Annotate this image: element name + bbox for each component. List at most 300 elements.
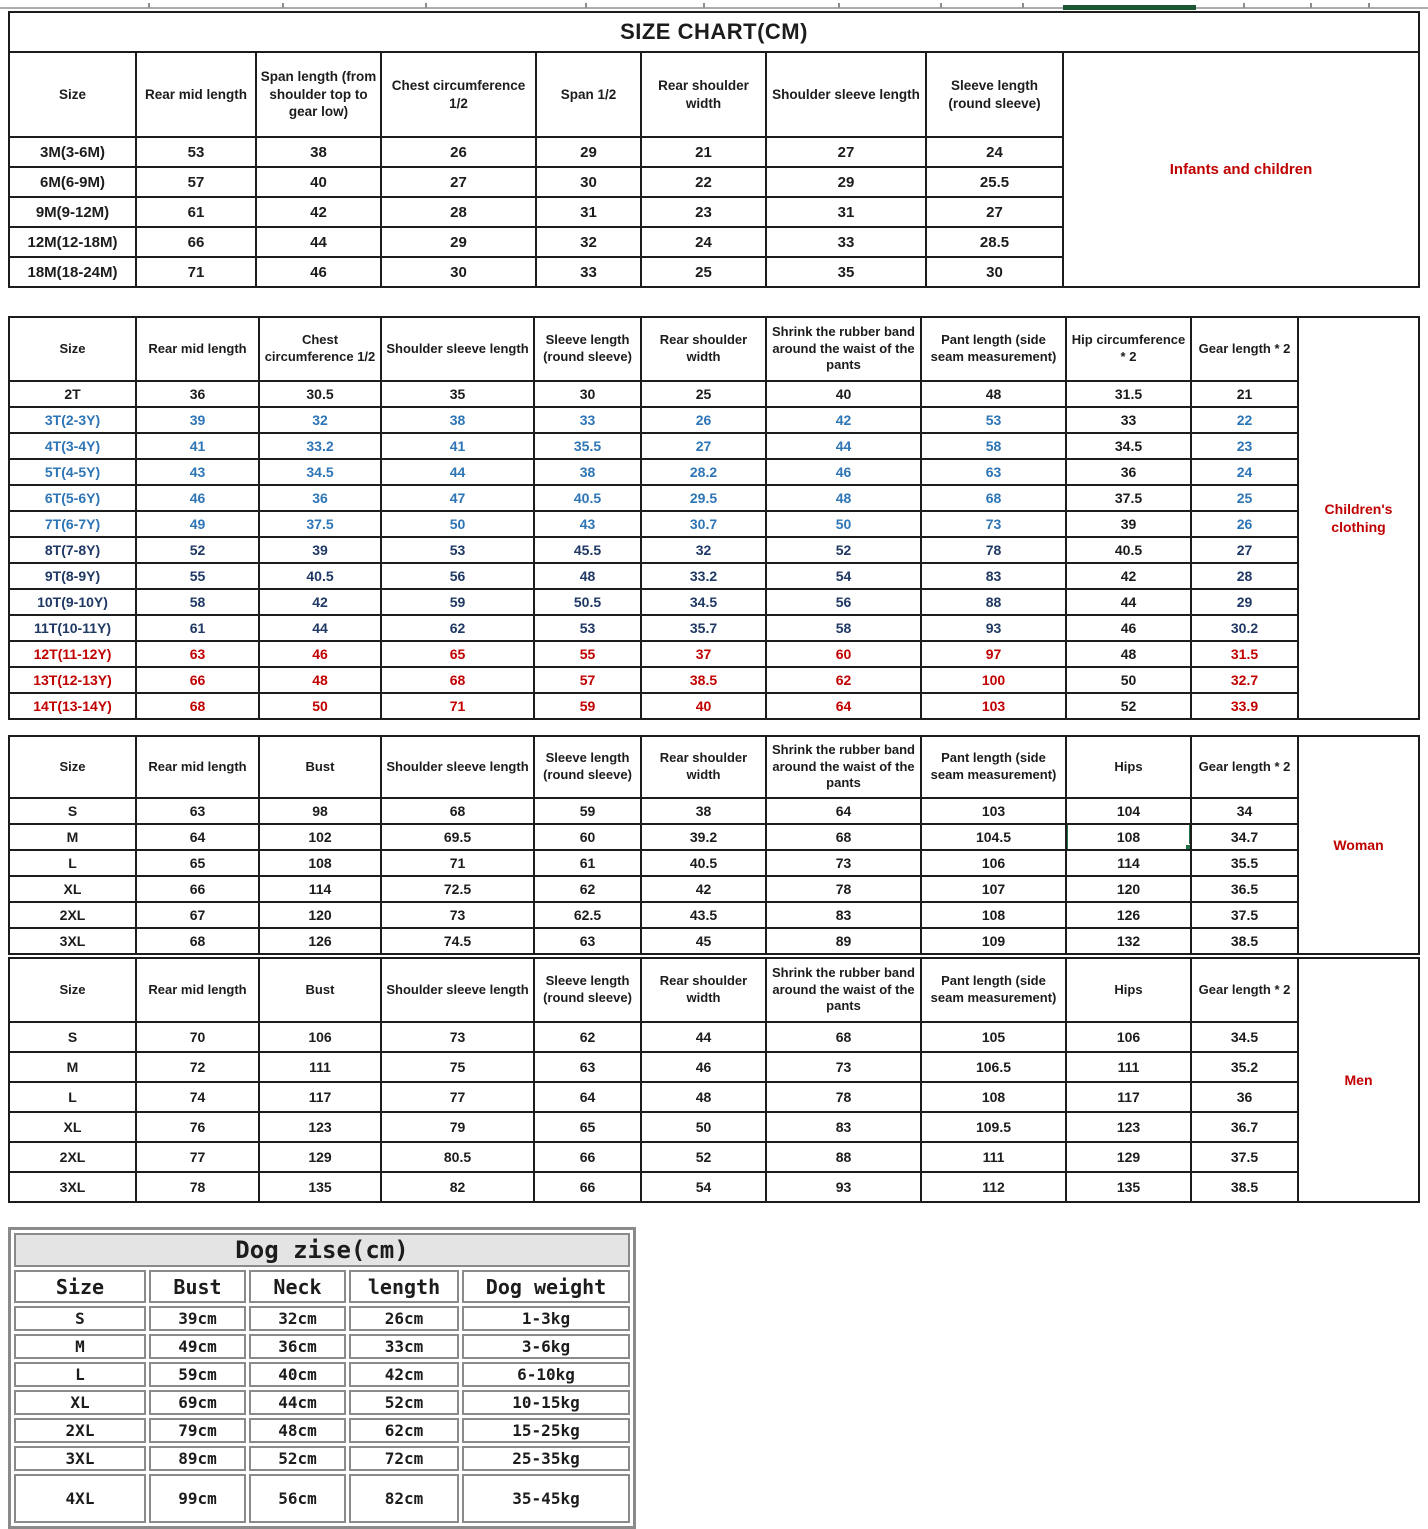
gridline-tick (1022, 3, 1024, 8)
value-cell: 29 (766, 167, 926, 197)
value-cell: 44 (641, 1022, 766, 1052)
value-cell: 31.5 (1066, 381, 1191, 407)
value-cell: 88 (766, 1142, 921, 1172)
value-cell: 48 (1066, 641, 1191, 667)
column-header: Gear length * 2 (1191, 736, 1298, 798)
value-cell: 30.5 (259, 381, 381, 407)
children-table (8, 316, 1420, 720)
value-cell: 65 (534, 1112, 641, 1142)
size-cell: 14T(13-14Y) (9, 693, 136, 719)
value-cell: 108 (921, 902, 1066, 928)
value-cell: 52 (766, 537, 921, 563)
size-cell: 5T(4-5Y) (9, 459, 136, 485)
value-cell: 93 (766, 1172, 921, 1202)
value-cell: 42 (256, 197, 381, 227)
value-cell: 26 (381, 137, 536, 167)
value-cell: 108 (921, 1082, 1066, 1112)
value-cell: 53 (921, 407, 1066, 433)
gridline-tick (703, 3, 705, 8)
size-cell: 9M(9-12M) (9, 197, 136, 227)
value-cell: 68 (136, 928, 259, 954)
value-cell: 106.5 (921, 1052, 1066, 1082)
value-cell: 48 (641, 1082, 766, 1112)
size-cell: 2XL (9, 1142, 136, 1172)
table-title: Dog zise(cm) (14, 1233, 630, 1267)
value-cell: 50.5 (534, 589, 641, 615)
value-cell: 82cm (349, 1474, 459, 1523)
value-cell: 108 (1066, 824, 1191, 850)
side-label: Woman (1298, 736, 1419, 954)
value-cell: 35 (381, 381, 534, 407)
value-cell: 79cm (149, 1418, 246, 1443)
infants-table (8, 11, 1420, 288)
value-cell: 104 (1066, 798, 1191, 824)
value-cell: 120 (259, 902, 381, 928)
table-row (9, 1022, 1419, 1052)
gridline-tick (585, 3, 587, 8)
value-cell: 70 (136, 1022, 259, 1052)
value-cell: 1-3kg (462, 1306, 630, 1331)
value-cell: 36 (1066, 459, 1191, 485)
column-header: Span length (from shoulder top to gear low) (256, 52, 381, 137)
value-cell: 59 (534, 798, 641, 824)
value-cell: 44cm (249, 1390, 346, 1415)
value-cell: 46 (256, 257, 381, 287)
value-cell: 27 (381, 167, 536, 197)
value-cell: 83 (766, 902, 921, 928)
gridline-tick (1310, 3, 1312, 8)
value-cell: 50 (641, 1112, 766, 1142)
value-cell: 73 (766, 1052, 921, 1082)
value-cell: 24 (641, 227, 766, 257)
value-cell: 48 (534, 563, 641, 589)
value-cell: 30.7 (641, 511, 766, 537)
table-row (9, 850, 1419, 876)
value-cell: 36 (136, 381, 259, 407)
value-cell: 40.5 (641, 850, 766, 876)
value-cell: 35.2 (1191, 1052, 1298, 1082)
value-cell: 38 (534, 459, 641, 485)
column-header: Size (9, 958, 136, 1022)
value-cell: 33.2 (641, 563, 766, 589)
value-cell: 42 (259, 589, 381, 615)
column-header: Hip circumference * 2 (1066, 317, 1191, 381)
value-cell: 61 (136, 615, 259, 641)
value-cell: 105 (921, 1022, 1066, 1052)
table-row (9, 511, 1419, 537)
value-cell: 63 (136, 641, 259, 667)
size-cell: M (9, 1052, 136, 1082)
column-header: Rear mid length (136, 736, 259, 798)
gridline-tick (148, 3, 150, 8)
value-cell: 36.7 (1191, 1112, 1298, 1142)
value-cell: 56cm (249, 1474, 346, 1523)
value-cell: 44 (259, 615, 381, 641)
value-cell: 73 (381, 902, 534, 928)
value-cell: 47 (381, 485, 534, 511)
value-cell: 62 (766, 667, 921, 693)
column-header: Pant length (side seam measurement) (921, 317, 1066, 381)
value-cell: 36.5 (1191, 876, 1298, 902)
value-cell: 38 (381, 407, 534, 433)
value-cell: 83 (921, 563, 1066, 589)
size-cell: M (9, 824, 136, 850)
column-header: Bust (259, 958, 381, 1022)
table-row (9, 876, 1419, 902)
value-cell: 52cm (249, 1446, 346, 1471)
value-cell: 30 (381, 257, 536, 287)
value-cell: 72 (136, 1052, 259, 1082)
value-cell: 54 (766, 563, 921, 589)
value-cell: 38.5 (641, 667, 766, 693)
value-cell: 46 (259, 641, 381, 667)
value-cell: 89 (766, 928, 921, 954)
table-row (14, 1418, 630, 1443)
column-header: Shoulder sleeve length (381, 736, 534, 798)
value-cell: 71 (381, 693, 534, 719)
value-cell: 40 (256, 167, 381, 197)
value-cell: 42 (641, 876, 766, 902)
children-size-table-section (8, 316, 1428, 720)
value-cell: 26 (641, 407, 766, 433)
column-header: Shrink the rubber band around the waist of the pants (766, 317, 921, 381)
size-cell: 3T(2-3Y) (9, 407, 136, 433)
value-cell: 135 (1066, 1172, 1191, 1202)
table-row (9, 1142, 1419, 1172)
value-cell: 111 (921, 1142, 1066, 1172)
value-cell: 112 (921, 1172, 1066, 1202)
size-cell: 8T(7-8Y) (9, 537, 136, 563)
value-cell: 30.2 (1191, 615, 1298, 641)
value-cell: 39.2 (641, 824, 766, 850)
value-cell: 55 (534, 641, 641, 667)
value-cell: 48 (766, 485, 921, 511)
value-cell: 62 (534, 1022, 641, 1052)
value-cell: 48 (921, 381, 1066, 407)
size-cell: 18M(18-24M) (9, 257, 136, 287)
value-cell: 60 (534, 824, 641, 850)
value-cell: 10-15kg (462, 1390, 630, 1415)
value-cell: 64 (766, 798, 921, 824)
men-size-table-section (8, 957, 1428, 1203)
value-cell: 21 (641, 137, 766, 167)
value-cell: 36 (259, 485, 381, 511)
value-cell: 40 (641, 693, 766, 719)
column-header: Gear length * 2 (1191, 958, 1298, 1022)
value-cell: 123 (259, 1112, 381, 1142)
value-cell: 43.5 (641, 902, 766, 928)
table-row (9, 485, 1419, 511)
value-cell: 38 (641, 798, 766, 824)
size-cell: 2XL (9, 902, 136, 928)
value-cell: 45.5 (534, 537, 641, 563)
value-cell: 120 (1066, 876, 1191, 902)
side-label: Infants and children (1063, 52, 1419, 287)
value-cell: 33.9 (1191, 693, 1298, 719)
value-cell: 29 (536, 137, 641, 167)
column-header: Neck (249, 1270, 346, 1303)
value-cell: 64 (136, 824, 259, 850)
table-row (14, 1474, 630, 1523)
value-cell: 102 (259, 824, 381, 850)
value-cell: 59cm (149, 1362, 246, 1387)
value-cell: 33 (1066, 407, 1191, 433)
size-cell: 2XL (14, 1418, 146, 1443)
column-header: Hips (1066, 736, 1191, 798)
value-cell: 99cm (149, 1474, 246, 1523)
value-cell: 132 (1066, 928, 1191, 954)
value-cell: 58 (136, 589, 259, 615)
table-row (14, 1362, 630, 1387)
value-cell: 31 (536, 197, 641, 227)
value-cell: 52 (1066, 693, 1191, 719)
value-cell: 129 (1066, 1142, 1191, 1172)
value-cell: 104.5 (921, 824, 1066, 850)
value-cell: 107 (921, 876, 1066, 902)
gridline-tick (940, 3, 942, 8)
column-header: Rear mid length (136, 958, 259, 1022)
column-header: Rear shoulder width (641, 52, 766, 137)
value-cell: 42 (1066, 563, 1191, 589)
size-cell: 9T(8-9Y) (9, 563, 136, 589)
value-cell: 109 (921, 928, 1066, 954)
value-cell: 75 (381, 1052, 534, 1082)
value-cell: 38.5 (1191, 928, 1298, 954)
value-cell: 55 (136, 563, 259, 589)
value-cell: 33.2 (259, 433, 381, 459)
value-cell: 78 (136, 1172, 259, 1202)
table-row (9, 537, 1419, 563)
column-header: Chest circumference 1/2 (381, 52, 536, 137)
value-cell: 26cm (349, 1306, 459, 1331)
value-cell: 78 (921, 537, 1066, 563)
table-title: SIZE CHART(CM) (9, 12, 1419, 52)
value-cell: 79 (381, 1112, 534, 1142)
table-row (9, 693, 1419, 719)
column-header: Gear length * 2 (1191, 317, 1298, 381)
column-header: Bust (149, 1270, 246, 1303)
table-row (9, 902, 1419, 928)
size-cell: XL (9, 1112, 136, 1142)
size-cell: 6M(6-9M) (9, 167, 136, 197)
value-cell: 68 (921, 485, 1066, 511)
men-table (8, 957, 1420, 1203)
value-cell: 98 (259, 798, 381, 824)
value-cell: 23 (641, 197, 766, 227)
value-cell: 65 (381, 641, 534, 667)
value-cell: 78 (766, 876, 921, 902)
value-cell: 27 (641, 433, 766, 459)
value-cell: 34.5 (259, 459, 381, 485)
value-cell: 129 (259, 1142, 381, 1172)
value-cell: 42 (766, 407, 921, 433)
size-cell: S (9, 1022, 136, 1052)
value-cell: 46 (641, 1052, 766, 1082)
column-header: Size (9, 52, 136, 137)
table-row (9, 407, 1419, 433)
table-row (9, 798, 1419, 824)
value-cell: 32 (536, 227, 641, 257)
value-cell: 34.5 (1066, 433, 1191, 459)
value-cell: 50 (1066, 667, 1191, 693)
infants-size-table-section (8, 11, 1428, 288)
size-cell: XL (9, 876, 136, 902)
value-cell: 36cm (249, 1334, 346, 1359)
size-cell: XL (14, 1390, 146, 1415)
woman-table (8, 735, 1420, 955)
side-label: Men (1298, 958, 1419, 1202)
size-cell: 12M(12-18M) (9, 227, 136, 257)
table-row (9, 563, 1419, 589)
value-cell: 111 (259, 1052, 381, 1082)
value-cell: 29.5 (641, 485, 766, 511)
size-cell: L (9, 1082, 136, 1112)
value-cell: 50 (259, 693, 381, 719)
value-cell: 30 (534, 381, 641, 407)
value-cell: 22 (641, 167, 766, 197)
size-cell: 3XL (9, 1172, 136, 1202)
value-cell: 76 (136, 1112, 259, 1142)
value-cell: 49 (136, 511, 259, 537)
value-cell: 54 (641, 1172, 766, 1202)
value-cell: 37.5 (1191, 1142, 1298, 1172)
column-header: Sleeve length (round sleeve) (534, 736, 641, 798)
table-row (9, 824, 1419, 850)
side-label: Children's clothing (1298, 317, 1419, 719)
value-cell: 77 (381, 1082, 534, 1112)
value-cell: 66 (534, 1142, 641, 1172)
table-row (14, 1334, 630, 1359)
dog-table (8, 1227, 636, 1529)
value-cell: 62.5 (534, 902, 641, 928)
value-cell: 88 (921, 589, 1066, 615)
value-cell: 24 (926, 137, 1063, 167)
value-cell: 46 (1066, 615, 1191, 641)
woman-size-table-section (8, 735, 1428, 955)
column-header: Shoulder sleeve length (381, 958, 534, 1022)
value-cell: 31 (766, 197, 926, 227)
value-cell: 111 (1066, 1052, 1191, 1082)
value-cell: 40.5 (534, 485, 641, 511)
value-cell: 44 (381, 459, 534, 485)
value-cell: 68 (766, 1022, 921, 1052)
value-cell: 68 (381, 798, 534, 824)
value-cell: 34.7 (1191, 824, 1298, 850)
value-cell: 45 (641, 928, 766, 954)
value-cell: 65 (136, 850, 259, 876)
value-cell: 39cm (149, 1306, 246, 1331)
value-cell: 6-10kg (462, 1362, 630, 1387)
value-cell: 58 (766, 615, 921, 641)
value-cell: 72.5 (381, 876, 534, 902)
value-cell: 57 (136, 167, 256, 197)
size-cell: 7T(6-7Y) (9, 511, 136, 537)
value-cell: 64 (766, 693, 921, 719)
value-cell: 21 (1191, 381, 1298, 407)
value-cell: 63 (534, 928, 641, 954)
value-cell: 42cm (349, 1362, 459, 1387)
value-cell: 63 (921, 459, 1066, 485)
value-cell: 74.5 (381, 928, 534, 954)
table-row (14, 1446, 630, 1471)
column-header: Size (9, 736, 136, 798)
value-cell: 33 (766, 227, 926, 257)
column-header: Shoulder sleeve length (766, 52, 926, 137)
value-cell: 73 (766, 850, 921, 876)
table-row (9, 1172, 1419, 1202)
value-cell: 28 (1191, 563, 1298, 589)
dog-size-table-section (8, 1227, 1428, 1529)
value-cell: 35.5 (534, 433, 641, 459)
size-cell: 4T(3-4Y) (9, 433, 136, 459)
value-cell: 35.5 (1191, 850, 1298, 876)
value-cell: 80.5 (381, 1142, 534, 1172)
value-cell: 36 (1191, 1082, 1298, 1112)
value-cell: 43 (534, 511, 641, 537)
value-cell: 106 (921, 850, 1066, 876)
value-cell: 28 (381, 197, 536, 227)
column-header: Rear shoulder width (641, 317, 766, 381)
value-cell: 41 (136, 433, 259, 459)
value-cell: 29 (1191, 589, 1298, 615)
column-header: Pant length (side seam measurement) (921, 958, 1066, 1022)
value-cell: 49cm (149, 1334, 246, 1359)
column-header: length (349, 1270, 459, 1303)
value-cell: 62cm (349, 1418, 459, 1443)
gridline-tick (1243, 3, 1245, 8)
value-cell: 40 (766, 381, 921, 407)
size-cell: 3XL (9, 928, 136, 954)
value-cell: 53 (534, 615, 641, 641)
column-header: Span 1/2 (536, 52, 641, 137)
value-cell: 43 (136, 459, 259, 485)
value-cell: 126 (259, 928, 381, 954)
value-cell: 60 (766, 641, 921, 667)
value-cell: 46 (136, 485, 259, 511)
table-row (9, 459, 1419, 485)
value-cell: 114 (1066, 850, 1191, 876)
table-row (9, 381, 1419, 407)
value-cell: 38.5 (1191, 1172, 1298, 1202)
size-cell: 13T(12-13Y) (9, 667, 136, 693)
value-cell: 93 (921, 615, 1066, 641)
value-cell: 22 (1191, 407, 1298, 433)
value-cell: 48cm (249, 1418, 346, 1443)
value-cell: 32.7 (1191, 667, 1298, 693)
column-header: Chest circumference 1/2 (259, 317, 381, 381)
value-cell: 82 (381, 1172, 534, 1202)
column-header: Rear shoulder width (641, 958, 766, 1022)
size-cell: 3M(3-6M) (9, 137, 136, 167)
value-cell: 73 (381, 1022, 534, 1052)
value-cell: 35.7 (641, 615, 766, 641)
gridline-tick (1368, 3, 1370, 8)
value-cell: 44 (766, 433, 921, 459)
selection-top-border (1063, 5, 1196, 10)
size-cell: 4XL (14, 1474, 146, 1523)
value-cell: 103 (921, 798, 1066, 824)
value-cell: 56 (381, 563, 534, 589)
value-cell: 106 (259, 1022, 381, 1052)
table-row (9, 641, 1419, 667)
value-cell: 52cm (349, 1390, 459, 1415)
value-cell: 25 (641, 381, 766, 407)
value-cell: 52 (641, 1142, 766, 1172)
value-cell: 53 (381, 537, 534, 563)
value-cell: 50 (381, 511, 534, 537)
value-cell: 23 (1191, 433, 1298, 459)
column-header: Sleeve length (round sleeve) (926, 52, 1063, 137)
